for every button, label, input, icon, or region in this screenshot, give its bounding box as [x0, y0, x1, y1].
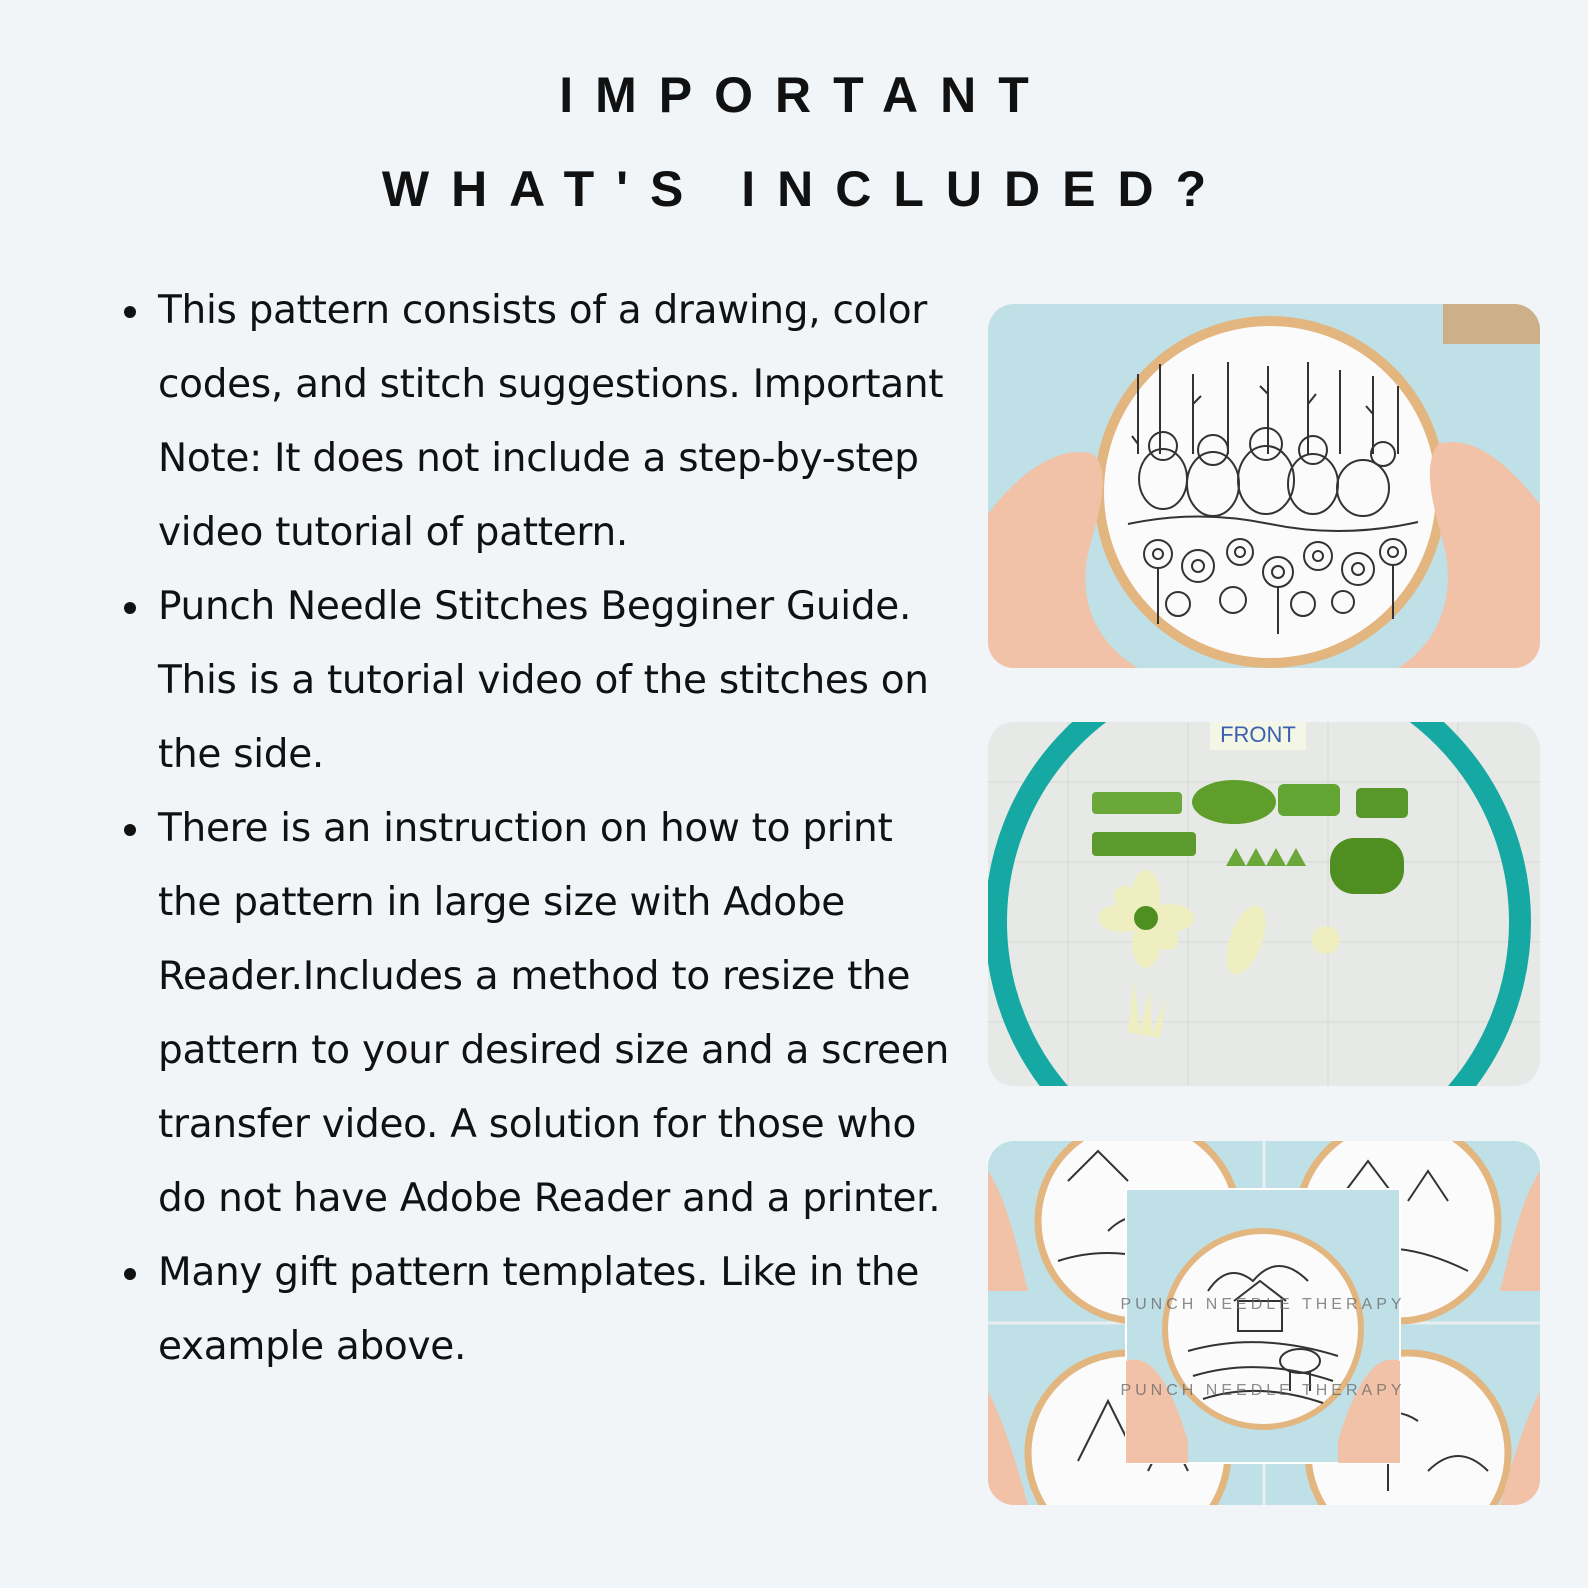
list-item: There is an instruction on how to print the pattern in large size with Adobe Reader.Includes a method to resize the pattern to your desired size and a screen transfer video. A solution for those who do not have Adobe Reader and a printer. — [118, 792, 960, 1236]
watermark-text: PUNCH NEEDLE THERAPY — [1120, 1296, 1406, 1313]
photo-stitch-samples — [988, 722, 1540, 1086]
list-item: Punch Needle Stitches Begginer Guide. This is a tutorial video of the stitches on the side. — [118, 570, 960, 792]
title-line-whats-included: WHAT'S INCLUDED? — [381, 161, 1229, 217]
title-line-important: IMPORTANT — [559, 67, 1051, 123]
watermark-text: PUNCH NEEDLE THERAPY — [1120, 1382, 1406, 1399]
photo-hoop-dogs-pattern — [988, 304, 1540, 668]
list-item: This pattern consists of a drawing, color codes, and stitch suggestions. Important Note: It does not include a step-by-step video tutorial of pattern. — [118, 274, 960, 570]
front-label: FRONT — [1220, 722, 1296, 747]
photo-template-collage — [988, 1141, 1540, 1505]
included-items-list — [118, 274, 960, 1384]
list-item: Many gift pattern templates. Like in the example above. — [118, 1236, 960, 1384]
